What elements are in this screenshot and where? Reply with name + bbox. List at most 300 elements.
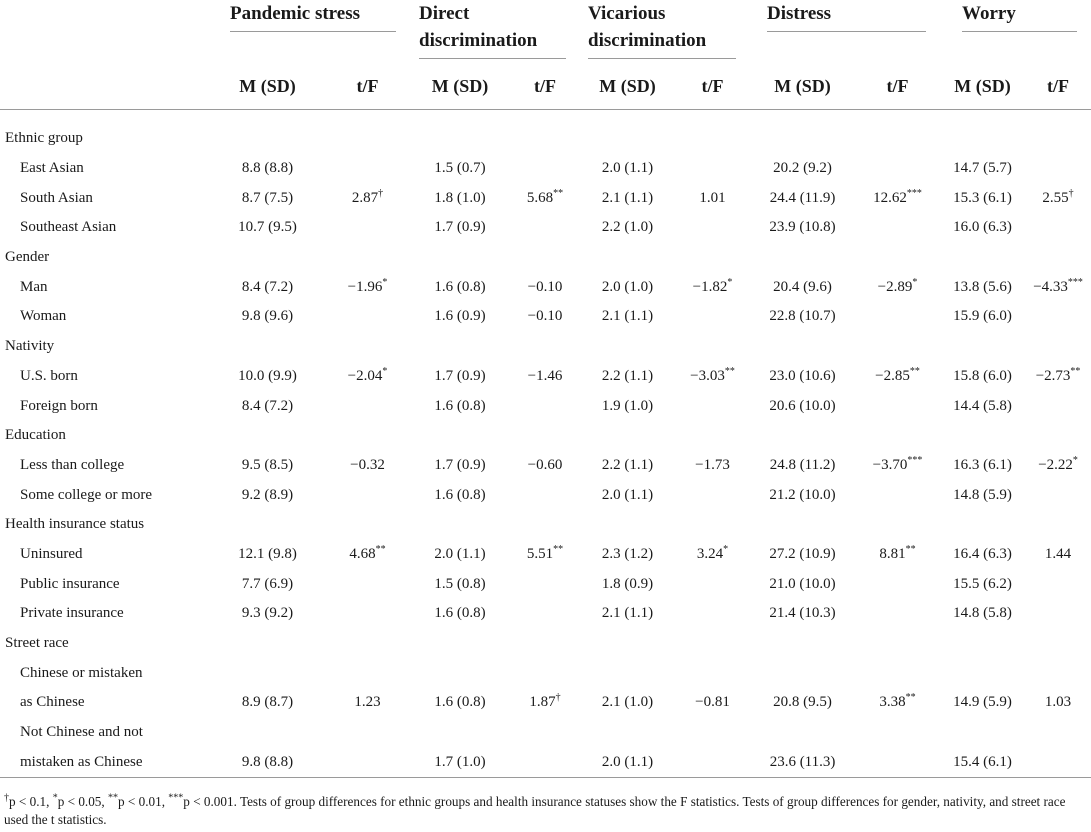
cell-m-sd bbox=[940, 599, 1025, 629]
cell-m-sd bbox=[210, 183, 325, 213]
cell-m-sd bbox=[750, 362, 855, 392]
header-direct-discrimination: Direct discrimination bbox=[410, 0, 580, 63]
cell-t-f bbox=[510, 124, 580, 154]
cell-m-sd bbox=[750, 718, 855, 748]
significance-marker: *** bbox=[1067, 276, 1083, 288]
cell-t-f bbox=[675, 272, 750, 302]
cell-value: 23.9 (10.8) bbox=[769, 219, 836, 236]
cell-m-sd bbox=[940, 421, 1025, 451]
cell-t-f bbox=[325, 480, 410, 510]
footnote-dagger: † bbox=[4, 792, 9, 804]
cell-value: 1.9 (1.0) bbox=[601, 397, 654, 414]
cell-value: 9.5 (8.5) bbox=[241, 456, 294, 473]
subheader-m-sd: M (SD) bbox=[940, 63, 1025, 110]
category-row bbox=[0, 332, 1091, 362]
cell-t-f bbox=[855, 569, 940, 599]
cell-m-sd bbox=[410, 243, 510, 273]
cell-value: 9.8 (9.6) bbox=[241, 308, 294, 325]
cell-value: 5.68 bbox=[526, 189, 554, 206]
cell-value: 1.6 (0.9) bbox=[434, 308, 486, 325]
cell-value: 23.0 (10.6) bbox=[769, 367, 836, 384]
row-label: South Asian bbox=[20, 189, 93, 206]
cell-t-f bbox=[1025, 391, 1091, 421]
cell-t-f bbox=[325, 183, 410, 213]
cell-value: 3.24 bbox=[696, 545, 724, 562]
significance-marker: *** bbox=[907, 454, 923, 466]
cell-t-f bbox=[1025, 599, 1091, 629]
cell-t-f bbox=[675, 124, 750, 154]
cell-value: −2.85 bbox=[875, 367, 910, 384]
table-row bbox=[0, 302, 1091, 332]
cell-t-f bbox=[855, 451, 940, 481]
cell-value: 8.9 (8.7) bbox=[241, 694, 294, 711]
cell-value: 2.1 (1.1) bbox=[601, 605, 654, 622]
cell-value: 15.9 (6.0) bbox=[953, 308, 1012, 325]
significance-marker: * bbox=[1072, 454, 1078, 466]
cell-m-sd bbox=[410, 451, 510, 481]
cell-m-sd bbox=[580, 213, 675, 243]
cell-value: 24.8 (11.2) bbox=[769, 456, 836, 473]
cell-value: 1.03 bbox=[1044, 694, 1072, 711]
cell-value: 24.4 (11.9) bbox=[769, 189, 836, 206]
header-worry: Worry bbox=[940, 0, 1091, 63]
cell-t-f bbox=[1025, 124, 1091, 154]
subheader-t-f: t/F bbox=[855, 63, 940, 110]
cell-value: −2.73 bbox=[1035, 367, 1071, 384]
footnote-sup: * bbox=[52, 792, 58, 804]
subheader-m-sd: M (SD) bbox=[210, 63, 325, 110]
cell-value: 9.8 (8.8) bbox=[241, 753, 294, 770]
cell-m-sd bbox=[580, 272, 675, 302]
cell-value: 5.51 bbox=[526, 545, 554, 562]
cell-t-f bbox=[1025, 510, 1091, 540]
cell-t-f bbox=[325, 154, 410, 184]
category-row bbox=[0, 124, 1091, 154]
cell-m-sd bbox=[410, 540, 510, 570]
cell-t-f bbox=[325, 688, 410, 718]
table-row bbox=[0, 688, 1091, 718]
cell-m-sd bbox=[940, 658, 1025, 688]
cell-t-f bbox=[510, 272, 580, 302]
cell-value: 15.4 (6.1) bbox=[953, 753, 1012, 770]
cell-t-f bbox=[1025, 747, 1091, 777]
table-row bbox=[0, 272, 1091, 302]
cell-m-sd bbox=[580, 688, 675, 718]
cell-m-sd bbox=[580, 510, 675, 540]
cell-value: −2.89 bbox=[877, 278, 913, 295]
cell-value: 1.44 bbox=[1044, 545, 1072, 562]
cell-m-sd bbox=[750, 154, 855, 184]
cell-m-sd bbox=[210, 569, 325, 599]
cell-t-f bbox=[855, 183, 940, 213]
cell-t-f bbox=[675, 718, 750, 748]
significance-marker: * bbox=[382, 365, 388, 377]
cell-t-f bbox=[855, 362, 940, 392]
cell-t-f bbox=[1025, 629, 1091, 659]
cell-t-f bbox=[855, 272, 940, 302]
cell-m-sd bbox=[750, 540, 855, 570]
cell-value: 2.0 (1.1) bbox=[601, 753, 654, 770]
cell-m-sd bbox=[210, 510, 325, 540]
cell-value: 1.6 (0.8) bbox=[434, 278, 486, 295]
cell-m-sd bbox=[210, 658, 325, 688]
cell-value: 21.2 (10.0) bbox=[769, 486, 836, 503]
cell-m-sd bbox=[410, 124, 510, 154]
cell-t-f bbox=[325, 362, 410, 392]
cell-value: 2.0 (1.1) bbox=[601, 486, 654, 503]
cell-m-sd bbox=[410, 213, 510, 243]
cell-m-sd bbox=[940, 302, 1025, 332]
cell-m-sd bbox=[210, 213, 325, 243]
cell-value: 21.4 (10.3) bbox=[769, 605, 836, 622]
cell-t-f bbox=[675, 510, 750, 540]
cell-value: 14.8 (5.8) bbox=[953, 605, 1012, 622]
cell-t-f bbox=[325, 302, 410, 332]
cell-m-sd bbox=[580, 183, 675, 213]
cell-m-sd bbox=[580, 480, 675, 510]
cell-m-sd bbox=[410, 391, 510, 421]
subheader-m-sd: M (SD) bbox=[410, 63, 510, 110]
significance-marker: ** bbox=[553, 187, 564, 199]
table-row bbox=[0, 183, 1091, 213]
cell-m-sd bbox=[750, 183, 855, 213]
table-row bbox=[0, 718, 1091, 748]
cell-value: 1.8 (0.9) bbox=[601, 575, 654, 592]
significance-marker: ** bbox=[909, 365, 920, 377]
cell-m-sd bbox=[940, 688, 1025, 718]
cell-m-sd bbox=[580, 540, 675, 570]
cell-m-sd bbox=[750, 510, 855, 540]
row-label: Some college or more bbox=[20, 486, 153, 503]
cell-m-sd bbox=[210, 272, 325, 302]
cell-t-f bbox=[510, 688, 580, 718]
cell-m-sd bbox=[750, 451, 855, 481]
row-label: East Asian bbox=[20, 160, 84, 177]
cell-m-sd bbox=[210, 124, 325, 154]
category-label: Nativity bbox=[5, 338, 55, 355]
cell-m-sd bbox=[750, 243, 855, 273]
cell-t-f bbox=[675, 243, 750, 273]
cell-m-sd bbox=[940, 629, 1025, 659]
row-label: Public insurance bbox=[20, 575, 120, 592]
row-label: mistaken as Chinese bbox=[0, 747, 210, 777]
cell-m-sd bbox=[580, 154, 675, 184]
cell-value: −4.33 bbox=[1033, 278, 1068, 295]
cell-m-sd bbox=[410, 688, 510, 718]
cell-value: 8.8 (8.8) bbox=[241, 160, 294, 177]
cell-m-sd bbox=[410, 510, 510, 540]
cell-m-sd bbox=[580, 599, 675, 629]
cell-m-sd bbox=[750, 688, 855, 718]
cell-value: 9.2 (8.9) bbox=[241, 486, 294, 503]
footnote-sup: *** bbox=[168, 792, 184, 804]
cell-t-f bbox=[855, 213, 940, 243]
table-row bbox=[0, 569, 1091, 599]
cell-value: 10.7 (9.5) bbox=[238, 219, 297, 236]
cell-m-sd bbox=[580, 332, 675, 362]
cell-t-f bbox=[1025, 451, 1091, 481]
cell-value: 20.4 (9.6) bbox=[773, 278, 832, 295]
table-row bbox=[0, 213, 1091, 243]
significance-marker: ** bbox=[375, 543, 386, 555]
cell-t-f bbox=[510, 332, 580, 362]
cell-t-f bbox=[675, 302, 750, 332]
cell-m-sd bbox=[940, 154, 1025, 184]
cell-t-f bbox=[325, 540, 410, 570]
cell-m-sd bbox=[580, 421, 675, 451]
row-label: Woman bbox=[20, 308, 67, 325]
row-label: Uninsured bbox=[20, 545, 83, 562]
table-row bbox=[0, 658, 1091, 688]
header-pandemic-stress: Pandemic stress bbox=[210, 0, 410, 63]
cell-m-sd bbox=[580, 124, 675, 154]
category-label: Health insurance status bbox=[5, 516, 145, 533]
cell-t-f bbox=[510, 362, 580, 392]
cell-value: 2.87 bbox=[351, 189, 379, 206]
cell-value: 1.8 (1.0) bbox=[434, 189, 486, 206]
cell-value: −3.70 bbox=[872, 456, 908, 473]
cell-value: 2.2 (1.1) bbox=[601, 367, 654, 384]
cell-m-sd bbox=[940, 747, 1025, 777]
cell-t-f bbox=[675, 362, 750, 392]
cell-value: 16.3 (6.1) bbox=[953, 456, 1012, 473]
cell-value: 13.8 (5.6) bbox=[953, 278, 1012, 295]
cell-m-sd bbox=[580, 629, 675, 659]
cell-m-sd bbox=[210, 302, 325, 332]
significance-marker: * bbox=[382, 276, 388, 288]
cell-value: −1.46 bbox=[527, 367, 563, 384]
subheader-m-sd: M (SD) bbox=[580, 63, 675, 110]
subheader-t-f: t/F bbox=[510, 63, 580, 110]
cell-m-sd bbox=[410, 421, 510, 451]
cell-t-f bbox=[325, 569, 410, 599]
cell-value: 1.87 bbox=[529, 694, 556, 711]
category-label: Ethnic group bbox=[5, 130, 83, 147]
cell-m-sd bbox=[410, 183, 510, 213]
cell-t-f bbox=[675, 688, 750, 718]
cell-t-f bbox=[855, 747, 940, 777]
cell-m-sd bbox=[210, 243, 325, 273]
cell-value: 1.6 (0.8) bbox=[434, 397, 486, 414]
cell-t-f bbox=[325, 332, 410, 362]
cell-t-f bbox=[510, 540, 580, 570]
cell-t-f bbox=[325, 718, 410, 748]
cell-m-sd bbox=[580, 718, 675, 748]
significance-marker: † bbox=[555, 692, 561, 704]
footnote-text: p < 0.001. Tests of group differences for ethnic groups and health insurance statuses show the F statistics. Tests of group differences for gender, nativity, and street race used the t statistics. bbox=[4, 794, 1066, 827]
cell-t-f bbox=[675, 540, 750, 570]
significance-marker: *** bbox=[906, 187, 922, 199]
footnote-text: p < 0.01, bbox=[118, 794, 169, 809]
cell-m-sd bbox=[750, 569, 855, 599]
cell-m-sd bbox=[940, 480, 1025, 510]
cell-m-sd bbox=[210, 599, 325, 629]
row-label: Chinese or mistaken bbox=[20, 664, 143, 681]
cell-t-f bbox=[855, 154, 940, 184]
cell-t-f bbox=[855, 480, 940, 510]
cell-value: 7.7 (6.9) bbox=[241, 575, 294, 592]
cell-value: −3.03 bbox=[690, 367, 725, 384]
cell-t-f bbox=[855, 332, 940, 362]
cell-m-sd bbox=[940, 362, 1025, 392]
cell-t-f bbox=[855, 421, 940, 451]
cell-t-f bbox=[510, 213, 580, 243]
cell-value: −0.10 bbox=[527, 278, 563, 295]
cell-value: 14.9 (5.9) bbox=[953, 694, 1012, 711]
cell-t-f bbox=[855, 391, 940, 421]
cell-t-f bbox=[325, 747, 410, 777]
cell-t-f bbox=[1025, 569, 1091, 599]
cell-value: −1.96 bbox=[347, 278, 383, 295]
cell-value: 4.68 bbox=[349, 545, 376, 562]
cell-m-sd bbox=[750, 391, 855, 421]
cell-value: 15.3 (6.1) bbox=[953, 189, 1012, 206]
category-label: Street race bbox=[5, 635, 69, 652]
cell-value: 21.0 (10.0) bbox=[769, 575, 836, 592]
table-row bbox=[0, 391, 1091, 421]
row-label: Private insurance bbox=[20, 605, 124, 622]
cell-t-f bbox=[1025, 302, 1091, 332]
row-label: Less than college bbox=[20, 456, 125, 473]
row-label: Southeast Asian bbox=[20, 219, 117, 236]
cell-value: −0.81 bbox=[695, 694, 730, 711]
footnote-text: p < 0.05, bbox=[57, 794, 108, 809]
cell-t-f bbox=[675, 747, 750, 777]
cell-t-f bbox=[1025, 243, 1091, 273]
cell-m-sd bbox=[750, 421, 855, 451]
cell-t-f bbox=[1025, 718, 1091, 748]
cell-value: 1.7 (0.9) bbox=[434, 219, 486, 236]
cell-t-f bbox=[675, 569, 750, 599]
cell-m-sd bbox=[210, 540, 325, 570]
cell-t-f bbox=[675, 332, 750, 362]
subheader-t-f: t/F bbox=[675, 63, 750, 110]
cell-m-sd bbox=[410, 599, 510, 629]
cell-t-f bbox=[675, 480, 750, 510]
cell-value: 8.4 (7.2) bbox=[241, 278, 294, 295]
cell-t-f bbox=[1025, 154, 1091, 184]
cell-m-sd bbox=[580, 302, 675, 332]
cell-m-sd bbox=[750, 480, 855, 510]
subheader-empty bbox=[0, 63, 210, 110]
cell-value: 16.4 (6.3) bbox=[953, 545, 1012, 562]
cell-value: 20.6 (10.0) bbox=[769, 397, 836, 414]
cell-m-sd bbox=[410, 332, 510, 362]
cell-t-f bbox=[510, 183, 580, 213]
cell-m-sd bbox=[580, 658, 675, 688]
cell-m-sd bbox=[210, 421, 325, 451]
cell-t-f bbox=[1025, 658, 1091, 688]
cell-m-sd bbox=[940, 510, 1025, 540]
cell-value: 15.8 (6.0) bbox=[953, 367, 1012, 384]
cell-t-f bbox=[1025, 213, 1091, 243]
cell-t-f bbox=[510, 510, 580, 540]
cell-t-f bbox=[1025, 332, 1091, 362]
cell-value: −0.10 bbox=[527, 308, 563, 325]
cell-t-f bbox=[510, 391, 580, 421]
cell-t-f bbox=[510, 599, 580, 629]
category-row bbox=[0, 421, 1091, 451]
significance-marker: ** bbox=[724, 365, 735, 377]
cell-m-sd bbox=[750, 302, 855, 332]
cell-t-f bbox=[675, 391, 750, 421]
cell-m-sd bbox=[210, 718, 325, 748]
cell-m-sd bbox=[750, 658, 855, 688]
cell-t-f bbox=[675, 421, 750, 451]
cell-t-f bbox=[855, 688, 940, 718]
cell-value: 3.38 bbox=[879, 694, 906, 711]
cell-m-sd bbox=[940, 332, 1025, 362]
cell-t-f bbox=[675, 599, 750, 629]
cell-value: 2.0 (1.1) bbox=[601, 160, 654, 177]
cell-value: 2.1 (1.1) bbox=[601, 308, 654, 325]
cell-m-sd bbox=[410, 629, 510, 659]
cell-t-f bbox=[325, 510, 410, 540]
cell-value: 14.7 (5.7) bbox=[953, 160, 1012, 177]
cell-m-sd bbox=[210, 451, 325, 481]
cell-m-sd bbox=[210, 332, 325, 362]
cell-m-sd bbox=[410, 302, 510, 332]
cell-m-sd bbox=[410, 569, 510, 599]
cell-m-sd bbox=[750, 272, 855, 302]
cell-value: 22.8 (10.7) bbox=[769, 308, 836, 325]
cell-value: 23.6 (11.3) bbox=[769, 753, 836, 770]
cell-value: 2.3 (1.2) bbox=[601, 545, 654, 562]
significance-marker: * bbox=[912, 276, 918, 288]
cell-t-f bbox=[1025, 362, 1091, 392]
cell-t-f bbox=[510, 302, 580, 332]
row-label: Man bbox=[20, 278, 48, 295]
cell-m-sd bbox=[940, 124, 1025, 154]
table-row bbox=[0, 540, 1091, 570]
significance-marker: ** bbox=[905, 543, 916, 555]
cell-t-f bbox=[510, 243, 580, 273]
category-label: Gender bbox=[5, 249, 50, 266]
category-row bbox=[0, 629, 1091, 659]
cell-t-f bbox=[675, 451, 750, 481]
cell-m-sd bbox=[410, 154, 510, 184]
cell-t-f bbox=[855, 718, 940, 748]
cell-m-sd bbox=[580, 451, 675, 481]
cell-t-f bbox=[325, 421, 410, 451]
table-row bbox=[0, 154, 1091, 184]
cell-value: 14.4 (5.8) bbox=[953, 397, 1012, 414]
cell-t-f bbox=[1025, 421, 1091, 451]
cell-t-f bbox=[855, 629, 940, 659]
header-distress: Distress bbox=[750, 0, 940, 63]
significance-marker: * bbox=[727, 276, 733, 288]
cell-m-sd bbox=[940, 391, 1025, 421]
cell-value: 2.55 bbox=[1042, 189, 1069, 206]
cell-value: −0.32 bbox=[350, 456, 385, 473]
cell-m-sd bbox=[940, 243, 1025, 273]
cell-t-f bbox=[325, 451, 410, 481]
cell-t-f bbox=[325, 391, 410, 421]
table-row bbox=[0, 480, 1091, 510]
cell-t-f bbox=[1025, 272, 1091, 302]
cell-t-f bbox=[510, 480, 580, 510]
cell-t-f bbox=[510, 629, 580, 659]
cell-t-f bbox=[1025, 540, 1091, 570]
row-label: Foreign born bbox=[20, 397, 98, 414]
cell-value: 14.8 (5.9) bbox=[953, 486, 1012, 503]
cell-m-sd bbox=[210, 480, 325, 510]
cell-t-f bbox=[510, 718, 580, 748]
cell-t-f bbox=[325, 658, 410, 688]
cell-t-f bbox=[510, 569, 580, 599]
cell-t-f bbox=[855, 243, 940, 273]
table-row bbox=[0, 451, 1091, 481]
